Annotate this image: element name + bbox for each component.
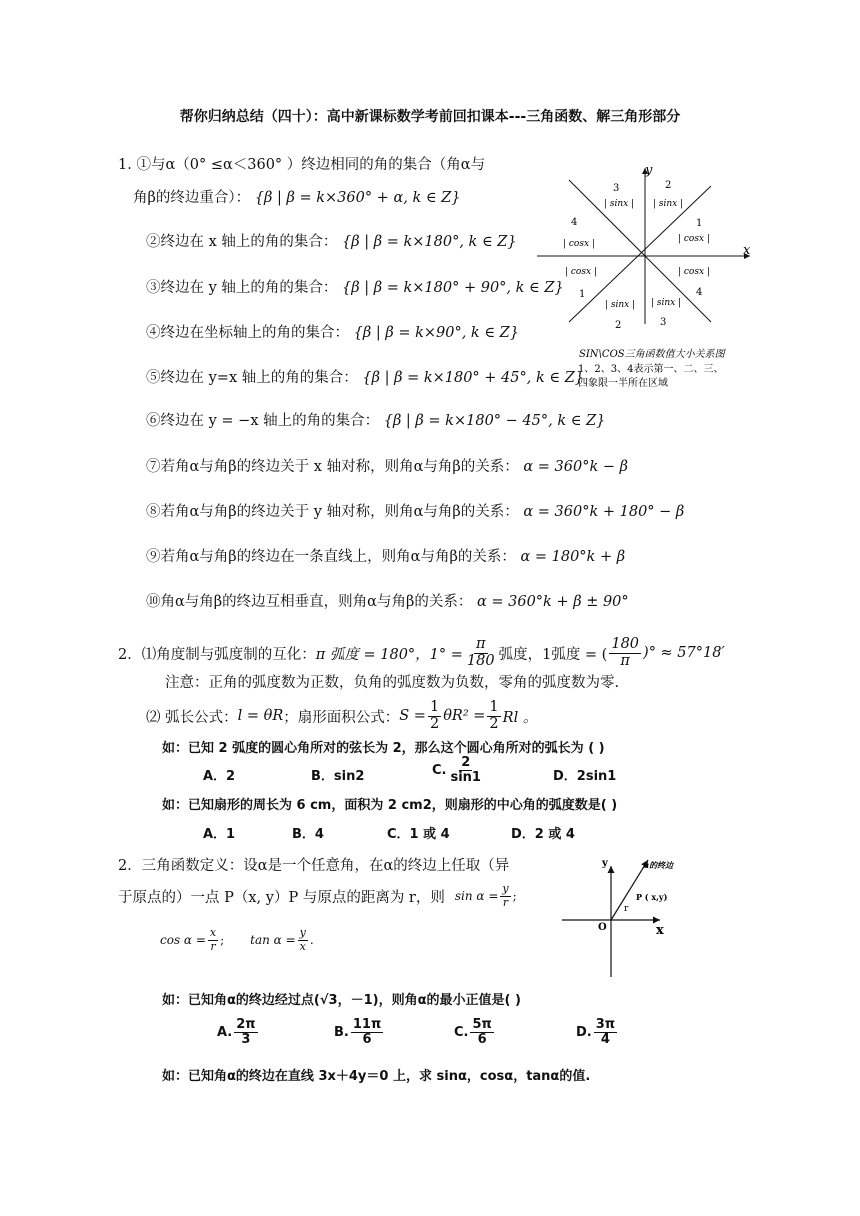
r-label: r: [624, 904, 629, 914]
item-text: ⑥终边在 y = −x 轴上的角的集合：: [146, 413, 380, 429]
item-text: ⑩角α与角β的终边互相垂直，则角α与角β的关系：: [146, 594, 473, 610]
region-label: | cosx |: [563, 239, 595, 249]
formula: cos α =: [160, 933, 206, 947]
text: ；扇形面积公式：: [283, 709, 400, 726]
item-text: ②终边在 x 轴上的角的集合：: [146, 234, 338, 250]
region-label: | sinx |: [651, 298, 682, 308]
terminal-side: [611, 860, 648, 920]
sec1-item-9: [146, 545, 625, 566]
formula: tan α =: [250, 933, 296, 947]
denominator: 2: [489, 715, 499, 732]
label: B.: [334, 1025, 349, 1041]
region-num: 3: [613, 183, 620, 194]
label: D.: [576, 1025, 592, 1041]
denominator: π: [620, 652, 630, 669]
q3-option-d: [576, 1018, 619, 1048]
fraction: [594, 1018, 617, 1048]
fraction: [465, 637, 497, 670]
fraction: [428, 700, 441, 733]
item-formula: {β | β = k×180° + 45°, k ∈ Z}: [362, 370, 585, 386]
formula: S =: [399, 708, 426, 724]
denominator: 6: [477, 1032, 487, 1048]
region-num: 4: [696, 287, 703, 298]
numerator: y: [299, 926, 306, 940]
text: 于原点的）一点 P（x, y）P 与原点的距离为 r，则: [118, 889, 445, 906]
numerator: 2: [461, 755, 471, 770]
sec1-item-5: [146, 366, 584, 387]
label: A.: [217, 1025, 233, 1041]
numerator: 3π: [595, 1017, 616, 1032]
sec2-line2: [146, 694, 537, 738]
formula: sin α =: [454, 889, 499, 903]
region-label: | cosx |: [678, 267, 710, 277]
x-label: x: [743, 243, 751, 258]
diagram-caption: SIN\COS三角函数值大小关系图: [579, 349, 725, 360]
diagonal-line: [569, 180, 711, 322]
numerator: 2π: [236, 1017, 256, 1032]
formula: Rl 。: [502, 709, 538, 726]
sec3-line2: 于原点的）一点 P（x, y）P 与原点的距离为 r，则 sin α = $\frac{y}{r}$ ;: [118, 882, 517, 909]
region-label: | sinx |: [604, 199, 635, 209]
q1-option-c: [432, 756, 485, 786]
q3-option-a: [217, 1018, 260, 1048]
item-formula: α = 360°k + 180° − β: [523, 504, 685, 520]
item-formula: {β | β = k×180°, k ∈ Z}: [342, 234, 517, 250]
fraction: [208, 927, 218, 952]
formula: θR² =: [443, 708, 486, 724]
numerator: π: [475, 635, 486, 652]
sec1-item-7: [146, 455, 628, 476]
origin-label: O: [598, 922, 607, 933]
label: C.: [454, 1025, 469, 1041]
item-formula: α = 360°k + β ± 90°: [476, 594, 629, 610]
question-2: 如：已知扇形的周长为 6 cm，面积为 2 cm2，则扇形的中心角的弧度数是( ): [162, 798, 618, 813]
q2-option-b: B．4: [292, 827, 324, 842]
sec1-line2-formula: {β | β = k×360° + α, k ∈ Z}: [254, 190, 461, 206]
text: ⑵ 弧长公式：: [146, 709, 238, 726]
formula: )° ≈ 57°18′: [643, 645, 725, 661]
fraction: [500, 883, 510, 908]
sec1-line2: [133, 186, 461, 207]
denominator: sin1: [450, 770, 481, 786]
q1-option-a: A．2: [203, 769, 236, 784]
item-text: ⑨若角α与角β的终边在一条直线上，则角α与角β的关系：: [146, 549, 516, 565]
sec2-note: 注意：正角的弧度数为正数，负角的弧度数为负数，零角的弧度数为零.: [165, 675, 620, 691]
q2-option-d: D．2 或 4: [511, 827, 575, 842]
denominator: 4: [600, 1032, 610, 1048]
fraction: [448, 756, 483, 786]
terminal-label: a的终边: [644, 860, 674, 870]
denominator: r: [210, 939, 216, 953]
q3-option-c: [454, 1018, 496, 1048]
numerator: x: [209, 926, 217, 940]
region-num: 1: [696, 218, 703, 229]
numerator: 1: [489, 698, 499, 715]
region-num: 2: [615, 320, 622, 331]
page-title: 帮你归纳总结（四十）：高中新课标数学考前回扣课本---三角函数、解三角形部分: [179, 109, 681, 125]
sin-cos-diagram: [535, 150, 760, 390]
fraction: [487, 700, 500, 733]
q2-option-a: A．1: [203, 827, 236, 842]
formula: π 弧度 = 180°，1° =: [315, 646, 463, 663]
fraction: [234, 1018, 257, 1048]
q2-option-c: C．1 或 4: [387, 827, 450, 842]
item-text: ⑧若角α与角β的终边关于 y 轴对称，则角α与角β的关系：: [146, 504, 519, 520]
sec1-line1: 1. ①与α（0° ≤α＜360° ）终边相同的角的集合（角α与: [118, 157, 486, 173]
denominator: r: [502, 895, 509, 909]
sec3-line3: cos α = $\frac{x}{r}$ ; tan α = $\frac{y}{x}$ .: [160, 926, 314, 953]
sec1-item-6: [146, 409, 605, 430]
denominator: 3: [241, 1032, 251, 1048]
item-text: ③终边在 y 轴上的角的集合：: [146, 280, 338, 296]
q1-option-d: D．2sin1: [553, 769, 617, 784]
question-3: 如：已知角α的终边经过点(√3，－1)，则角α的最小正值是( ): [162, 993, 521, 1008]
region-num: 2: [665, 180, 672, 191]
numerator: 1: [429, 698, 440, 715]
q3-option-b: [334, 1018, 385, 1048]
item-formula: α = 360°k − β: [523, 459, 628, 475]
sec1-item-8: [146, 500, 684, 521]
diagonal-line: [569, 186, 711, 322]
numerator: y: [502, 882, 509, 896]
sec1-item-4: [146, 321, 519, 342]
region-num: 4: [571, 217, 578, 228]
sec1-item-10: [146, 590, 629, 611]
text: 2．⑴角度制与弧度制的互化：: [118, 646, 316, 663]
numerator: 180: [611, 635, 640, 652]
region-label: | sinx |: [605, 300, 636, 310]
question-1: 如：已知 2 弧度的圆心角所对的弦长为 2，那么这个圆心角所对的弧长为 ( ): [162, 741, 605, 756]
sec3-line1: 2．三角函数定义：设α是一个任意角，在α的终边上任取（异: [118, 858, 510, 874]
item-formula: α = 180°k + β: [520, 549, 626, 565]
terminal-side-diagram: [560, 852, 680, 980]
region-label: | cosx |: [678, 234, 710, 244]
q1-option-b: B．sin2: [311, 769, 365, 784]
formula: l = θR: [237, 708, 284, 724]
fraction: [298, 927, 308, 952]
sec1-item-2: [146, 230, 517, 251]
item-text: ⑦若角α与角β的终边关于 x 轴对称，则角α与角β的关系：: [146, 459, 519, 475]
text: 弧度，1弧度 = (: [498, 646, 608, 663]
item-text: ⑤终边在 y=x 轴上的角的集合：: [146, 370, 358, 386]
question-4: 如：已知角α的终边在直线 3x＋4y＝0 上，求 sinα，cosα，tanα的值.: [162, 1069, 591, 1084]
region-num: 3: [660, 317, 667, 328]
y-label: y: [645, 163, 653, 178]
diagram-note: 四象限一半所在区域: [578, 378, 668, 389]
fraction: [470, 1018, 493, 1048]
sec1-item-3: [146, 276, 564, 297]
denominator: 180: [466, 652, 495, 669]
numerator: 11π: [352, 1017, 382, 1032]
point-label: P ( x,y): [636, 892, 668, 902]
x-label: x: [656, 923, 664, 938]
label: C.: [432, 763, 447, 779]
denominator: 6: [362, 1032, 372, 1048]
y-label: y: [602, 858, 608, 869]
numerator: 5π: [472, 1017, 492, 1032]
denominator: x: [299, 939, 306, 953]
item-formula: {β | β = k×180° − 45°, k ∈ Z}: [383, 413, 606, 429]
region-label: | cosx |: [565, 267, 597, 277]
item-text: ④终边在坐标轴上的角的集合：: [146, 325, 349, 341]
denominator: 2: [429, 715, 440, 732]
item-formula: {β | β = k×90°, k ∈ Z}: [353, 325, 519, 341]
region-num: 1: [579, 289, 586, 300]
fraction: [609, 637, 641, 670]
region-label: | sinx |: [653, 199, 684, 209]
fraction: [351, 1018, 383, 1048]
sec1-line2-text: 角β的终边重合）：: [133, 190, 251, 206]
diagram-note: 1、2、3、4表示第一、二、三、: [578, 364, 724, 375]
item-formula: {β | β = k×180° + 90°, k ∈ Z}: [342, 280, 564, 296]
